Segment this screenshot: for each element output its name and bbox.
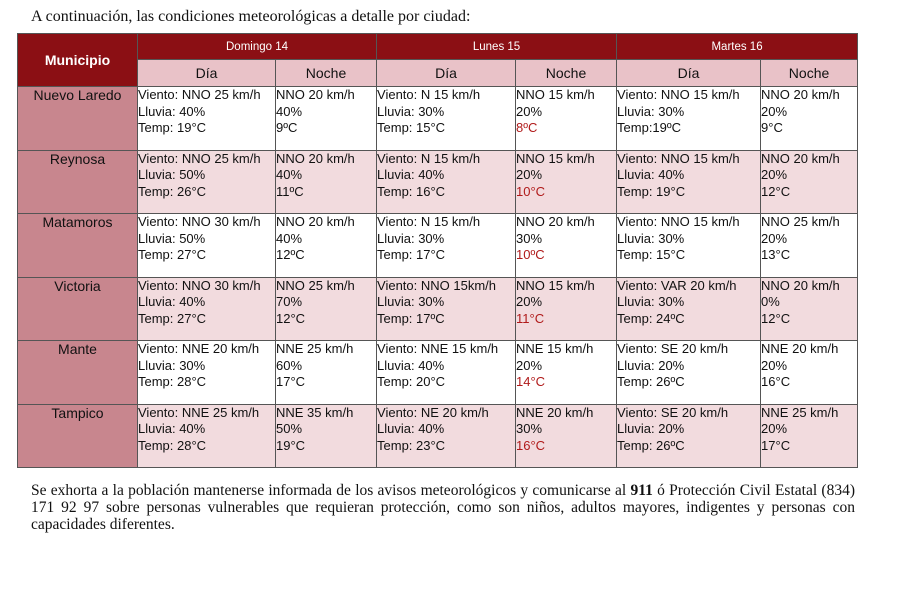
day-forecast-cell	[377, 87, 516, 151]
rain-text: 50%	[276, 421, 303, 436]
night-forecast-cell	[276, 277, 377, 341]
temp-text: Temp: 27°C	[138, 247, 207, 262]
night-forecast-cell	[516, 404, 617, 468]
table-row	[18, 404, 858, 468]
temp-text: 9ºC	[276, 120, 298, 135]
temp-text: Temp: 23°C	[377, 437, 446, 453]
temp-text: Temp: 26ºC	[617, 437, 685, 453]
weather-table	[17, 33, 858, 468]
table-row	[18, 87, 858, 151]
temp-text: Temp: 28°C	[138, 437, 207, 453]
header-day-sunday: Domingo 14	[138, 34, 377, 60]
temp-text: 16°C	[761, 374, 791, 389]
wind-text: NNO 20 km/h	[761, 87, 840, 102]
subheader-noche: Noche	[516, 60, 617, 87]
night-forecast-cell	[276, 150, 377, 214]
night-forecast-cell	[516, 150, 617, 214]
temp-text: 13°C	[761, 247, 791, 262]
temp-text: 14°C	[516, 374, 546, 389]
wind-text: Viento: NNO 30 km/h	[138, 277, 261, 293]
temp-text: Temp: 20°C	[377, 374, 446, 389]
city-name: Tampico	[18, 404, 138, 468]
temp-text: Temp: 26ºC	[617, 374, 685, 389]
temp-text: 10ºC	[516, 247, 545, 262]
day-forecast-cell	[617, 341, 761, 405]
rain-text: 70%	[276, 294, 303, 309]
note-text-start: Se exhorta a la población mantenerse informada de los avisos meteorológicos y comunicarse al	[31, 482, 631, 499]
wind-text: Viento: NNO 15km/h	[377, 277, 496, 293]
temp-text: 11ºC	[276, 183, 304, 199]
subheader-dia: Día	[138, 60, 276, 87]
rain-text: Lluvia: 40%	[377, 357, 445, 373]
wind-text: Viento: NNE 20 km/h	[138, 341, 260, 356]
rain-text: Lluvia: 20%	[617, 357, 685, 373]
night-forecast-cell	[276, 341, 377, 405]
day-forecast-cell	[617, 214, 761, 278]
wind-text: NNO 20 km/h	[276, 150, 355, 166]
day-forecast-cell	[377, 277, 516, 341]
temp-text: 12°C	[761, 183, 791, 199]
rain-text: 20%	[516, 103, 543, 119]
night-forecast-cell	[516, 341, 617, 405]
temp-text: Temp: 27°C	[138, 310, 207, 326]
rain-text: Lluvia: 30%	[617, 230, 685, 246]
day-forecast-cell	[617, 87, 761, 151]
temp-text: 8ºC	[516, 120, 538, 135]
rain-text: Lluvia: 20%	[617, 421, 685, 436]
wind-text: Viento: VAR 20 km/h	[617, 277, 737, 293]
wind-text: Viento: NE 20 km/h	[377, 404, 489, 420]
rain-text: 20%	[761, 230, 788, 246]
subheader-noche: Noche	[761, 60, 858, 87]
wind-text: NNE 20 km/h	[761, 341, 839, 356]
rain-text: Lluvia: 30%	[617, 294, 685, 309]
wind-text: NNO 25 km/h	[761, 214, 840, 229]
rain-text: 40%	[276, 167, 303, 182]
rain-text: Lluvia: 30%	[138, 357, 206, 373]
day-forecast-cell	[617, 404, 761, 468]
wind-text: NNO 15 km/h	[516, 277, 595, 293]
rain-text: Lluvia: 40%	[138, 421, 206, 436]
rain-text: Lluvia: 40%	[377, 167, 445, 182]
day-forecast-cell	[138, 87, 276, 151]
rain-text: Lluvia: 30%	[377, 294, 445, 309]
rain-text: Lluvia: 30%	[377, 103, 445, 119]
wind-text: Viento: NNO 15 km/h	[617, 214, 740, 229]
temp-text: Temp: 16°C	[377, 183, 446, 199]
day-forecast-cell	[138, 214, 276, 278]
header-day-tuesday: Martes 16	[617, 34, 858, 60]
rain-text: 20%	[761, 167, 788, 182]
temp-text: 11°C	[516, 310, 545, 326]
wind-text: Viento: NNO 25 km/h	[138, 150, 261, 166]
day-forecast-cell	[138, 277, 276, 341]
rain-text: 40%	[276, 230, 303, 246]
temp-text: 9°C	[761, 120, 783, 135]
rain-text: Lluvia: 40%	[138, 294, 206, 309]
temp-text: 12°C	[276, 310, 306, 326]
rain-text: 20%	[761, 103, 788, 119]
rain-text: Lluvia: 40%	[377, 421, 445, 436]
wind-text: Viento: N 15 km/h	[377, 150, 481, 166]
night-forecast-cell	[276, 214, 377, 278]
wind-text: NNO 15 km/h	[516, 87, 595, 102]
header-day-monday: Lunes 15	[377, 34, 617, 60]
night-forecast-cell	[761, 214, 858, 278]
table-row	[18, 214, 858, 278]
rain-text: Lluvia: 30%	[617, 103, 685, 119]
rain-text: Lluvia: 50%	[138, 230, 206, 246]
wind-text: Viento: NNO 15 km/h	[617, 150, 740, 166]
wind-text: Viento: NNO 25 km/h	[138, 87, 261, 102]
night-forecast-cell	[761, 341, 858, 405]
city-name: Reynosa	[18, 150, 138, 214]
table-row	[18, 277, 858, 341]
wind-text: Viento: NNE 15 km/h	[377, 341, 499, 356]
wind-text: NNE 25 km/h	[276, 341, 354, 356]
rain-text: 40%	[276, 103, 303, 119]
day-forecast-cell	[377, 404, 516, 468]
night-forecast-cell	[761, 404, 858, 468]
temp-text: Temp: 17°C	[377, 247, 446, 262]
wind-text: NNO 15 km/h	[516, 150, 595, 166]
temp-text: 12°C	[761, 310, 791, 326]
wind-text: Viento: SE 20 km/h	[617, 341, 729, 356]
day-forecast-cell	[138, 341, 276, 405]
table-row	[18, 150, 858, 214]
city-name: Matamoros	[18, 214, 138, 278]
temp-text: Temp: 28°C	[138, 374, 207, 389]
night-forecast-cell	[761, 87, 858, 151]
rain-text: Lluvia: 40%	[138, 103, 206, 119]
rain-text: 30%	[516, 230, 543, 246]
temp-text: 16°C	[516, 437, 546, 453]
subheader-dia: Día	[377, 60, 516, 87]
header-municipio: Municipio	[18, 34, 138, 87]
subheader-dia: Día	[617, 60, 761, 87]
table-row	[18, 341, 858, 405]
wind-text: NNE 20 km/h	[516, 404, 594, 420]
temp-text: Temp:19ºC	[617, 120, 682, 135]
day-forecast-cell	[377, 341, 516, 405]
wind-text: Viento: N 15 km/h	[377, 87, 481, 102]
rain-text: 20%	[516, 294, 543, 309]
wind-text: Viento: NNO 30 km/h	[138, 214, 261, 229]
intro-text: A continuación, las condiciones meteorológicas a detalle por ciudad:	[31, 8, 471, 25]
rain-text: 20%	[516, 357, 543, 373]
temp-text: 19°C	[276, 437, 306, 453]
temp-text: Temp: 24ºC	[617, 310, 685, 326]
night-forecast-cell	[761, 277, 858, 341]
day-forecast-cell	[377, 150, 516, 214]
night-forecast-cell	[761, 150, 858, 214]
wind-text: NNO 20 km/h	[761, 277, 840, 293]
temp-text: Temp: 17ºC	[377, 310, 445, 326]
temp-text: Temp: 19°C	[138, 120, 207, 135]
wind-text: NNO 20 km/h	[516, 214, 595, 229]
day-forecast-cell	[617, 277, 761, 341]
night-forecast-cell	[516, 277, 617, 341]
temp-text: 17°C	[276, 374, 306, 389]
wind-text: NNO 25 km/h	[276, 277, 355, 293]
wind-text: NNO 20 km/h	[276, 87, 355, 102]
temp-text: Temp: 26°C	[138, 183, 207, 199]
wind-text: NNO 20 km/h	[761, 150, 840, 166]
night-forecast-cell	[276, 87, 377, 151]
city-name: Mante	[18, 341, 138, 405]
wind-text: Viento: NNE 25 km/h	[138, 404, 260, 420]
rain-text: 30%	[516, 421, 543, 436]
rain-text: 60%	[276, 357, 303, 373]
rain-text: Lluvia: 50%	[138, 167, 206, 182]
wind-text: NNE 25 km/h	[761, 404, 839, 420]
temp-text: Temp: 15°C	[617, 247, 686, 262]
night-forecast-cell	[276, 404, 377, 468]
emergency-number: 911	[630, 482, 653, 499]
wind-text: Viento: NNO 15 km/h	[617, 87, 740, 102]
wind-text: Viento: N 15 km/h	[377, 214, 481, 229]
temp-text: Temp: 15°C	[377, 120, 446, 135]
rain-text: 20%	[516, 167, 543, 182]
day-forecast-cell	[138, 404, 276, 468]
rain-text: Lluvia: 40%	[617, 167, 685, 182]
rain-text: 0%	[761, 294, 780, 309]
temp-text: 12ºC	[276, 247, 305, 262]
temp-text: Temp: 19°C	[617, 183, 686, 199]
wind-text: NNO 20 km/h	[276, 214, 355, 229]
rain-text: 20%	[761, 421, 788, 436]
day-forecast-cell	[138, 150, 276, 214]
city-name: Nuevo Laredo	[18, 87, 138, 151]
advisory-note	[31, 482, 855, 533]
night-forecast-cell	[516, 87, 617, 151]
temp-text: 10°C	[516, 183, 546, 199]
temp-text: 17°C	[761, 437, 791, 453]
city-name: Victoria	[18, 277, 138, 341]
wind-text: NNE 35 km/h	[276, 404, 354, 420]
wind-text: Viento: SE 20 km/h	[617, 404, 729, 420]
day-forecast-cell	[377, 214, 516, 278]
night-forecast-cell	[516, 214, 617, 278]
rain-text: Lluvia: 30%	[377, 230, 445, 246]
note-text-end: ó Protección Civil Estatal (834) 171 92 97 sobre personas vulnerables que requieran protección, como son niños, adultos mayores, indigentes y personas con capacidades diferentes.	[31, 482, 855, 533]
subheader-noche: Noche	[276, 60, 377, 87]
day-forecast-cell	[617, 150, 761, 214]
wind-text: NNE 15 km/h	[516, 341, 594, 356]
rain-text: 20%	[761, 357, 788, 373]
